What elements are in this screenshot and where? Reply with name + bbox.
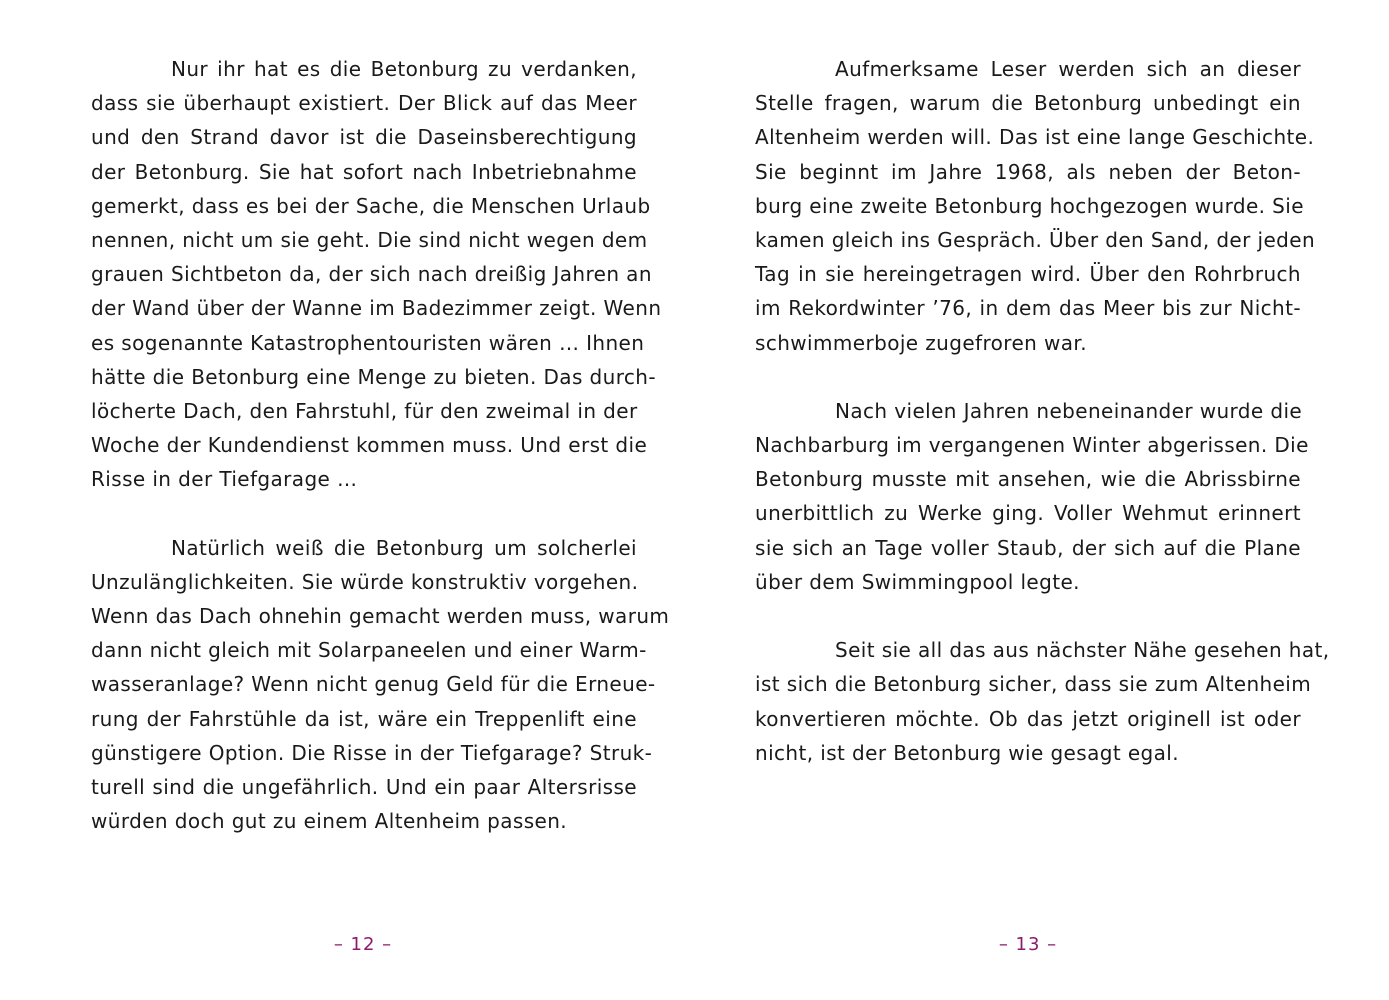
- text-line: Aufmerksame Leser werden sich an dieser: [835, 57, 1301, 81]
- text-line: dass sie überhaupt existiert. Der Blick auf das Meer: [91, 91, 637, 116]
- page-number: – 13 –: [998, 934, 1058, 955]
- text-line: über dem Swimmingpool legte.: [755, 569, 1080, 594]
- text-line: nicht, ist der Betonburg wie gesagt egal.: [755, 740, 1180, 765]
- text-line: kamen gleich ins Gespräch. Über den Sand, der jeden: [755, 227, 1316, 252]
- text-line: ist sich die Betonburg sicher, dass sie zum Altenheim: [755, 672, 1312, 697]
- text-line: burg eine zweite Betonburg hochgezogen wurde. Sie: [755, 193, 1304, 218]
- text-line: Tag in sie hereingetragen wird. Über den Rohrbruch: [755, 262, 1301, 287]
- text-line: Unzulänglichkeiten. Sie würde konstruktiv vorgehen.: [91, 569, 639, 594]
- text-line: schwimmerboje zugefroren war.: [755, 330, 1087, 355]
- text-line: Nachbarburg im vergangenen Winter abgerissen. Die: [755, 433, 1309, 458]
- paragraph-gap: [91, 496, 637, 530]
- text-line: Wenn das Dach ohnehin gemacht werden muss, warum: [91, 604, 670, 628]
- text-line: unerbittlich zu Werke ging. Voller Wehmut erinnert: [755, 501, 1301, 526]
- text-line: Natürlich weiß die Betonburg um solcherlei: [171, 535, 637, 560]
- text-line: und den Strand davor ist die Daseinsberechtigung: [91, 125, 637, 150]
- text-line: Nach vielen Jahren nebeneinander wurde die: [835, 398, 1303, 423]
- text-line: Woche der Kundendienst kommen muss. Und erst die: [91, 433, 648, 458]
- text-line: der Wand über der Wanne im Badezimmer zeigt. Wenn: [91, 296, 662, 321]
- text-line: nennen, nicht um sie geht. Die sind nicht wegen dem: [91, 227, 648, 252]
- text-line: Risse in der Tiefgarage …: [91, 467, 358, 492]
- text-line: grauen Sichtbeton da, der sich nach dreißig Jahren an: [91, 262, 652, 287]
- text-line: konvertieren möchte. Ob das jetzt originell ist oder: [755, 706, 1301, 731]
- text-line: Seit sie all das aus nächster Nähe gesehen hat,: [835, 638, 1330, 663]
- right-page: [694, 0, 1389, 1000]
- text-line: Sie beginnt im Jahre 1968, als neben der Beton-: [755, 159, 1301, 184]
- left-page-text: [91, 52, 670, 838]
- text-line: rung der Fahrstühle da ist, wäre ein Treppenlift eine: [91, 706, 637, 731]
- text-line: günstigere Option. Die Risse in der Tiefgarage? Struk-: [91, 740, 653, 765]
- text-line: Betonburg musste mit ansehen, wie die Abrissbirne: [755, 467, 1301, 492]
- text-line: Stelle fragen, warum die Betonburg unbedingt ein: [755, 91, 1301, 116]
- text-line: sie sich an Tage voller Staub, der sich auf die Plane: [755, 535, 1301, 560]
- left-page: [0, 0, 694, 1000]
- text-line: gemerkt, dass es bei der Sache, die Menschen Urlaub: [91, 193, 651, 218]
- paragraph-gap: [755, 360, 1301, 394]
- page-number: – 12 –: [333, 934, 393, 955]
- text-line: würden doch gut zu einem Altenheim passen.: [91, 809, 568, 834]
- text-line: im Rekordwinter ’76, in dem das Meer bis zur Nicht-: [755, 296, 1301, 321]
- text-line: es sogenannte Katastrophentouristen wären … Ihnen: [91, 330, 645, 355]
- paragraph-gap: [755, 599, 1301, 633]
- text-line: hätte die Betonburg eine Menge zu bieten. Das durch-: [91, 364, 656, 389]
- text-line: dann nicht gleich mit Solarpaneelen und einer Warm-: [91, 638, 647, 663]
- text-line: der Betonburg. Sie hat sofort nach Inbetriebnahme: [91, 159, 637, 184]
- text-line: turell sind die ungefährlich. Und ein paar Altersrisse: [91, 774, 637, 799]
- text-line: löcherte Dach, den Fahrstuhl, für den zweimal in der: [91, 398, 638, 423]
- text-line: wasseranlage? Wenn nicht genug Geld für die Erneue-: [91, 672, 656, 697]
- right-page-text: [755, 52, 1330, 770]
- text-line: Altenheim werden will. Das ist eine lange Geschichte.: [755, 125, 1315, 150]
- text-line: Nur ihr hat es die Betonburg zu verdanken,: [171, 57, 637, 81]
